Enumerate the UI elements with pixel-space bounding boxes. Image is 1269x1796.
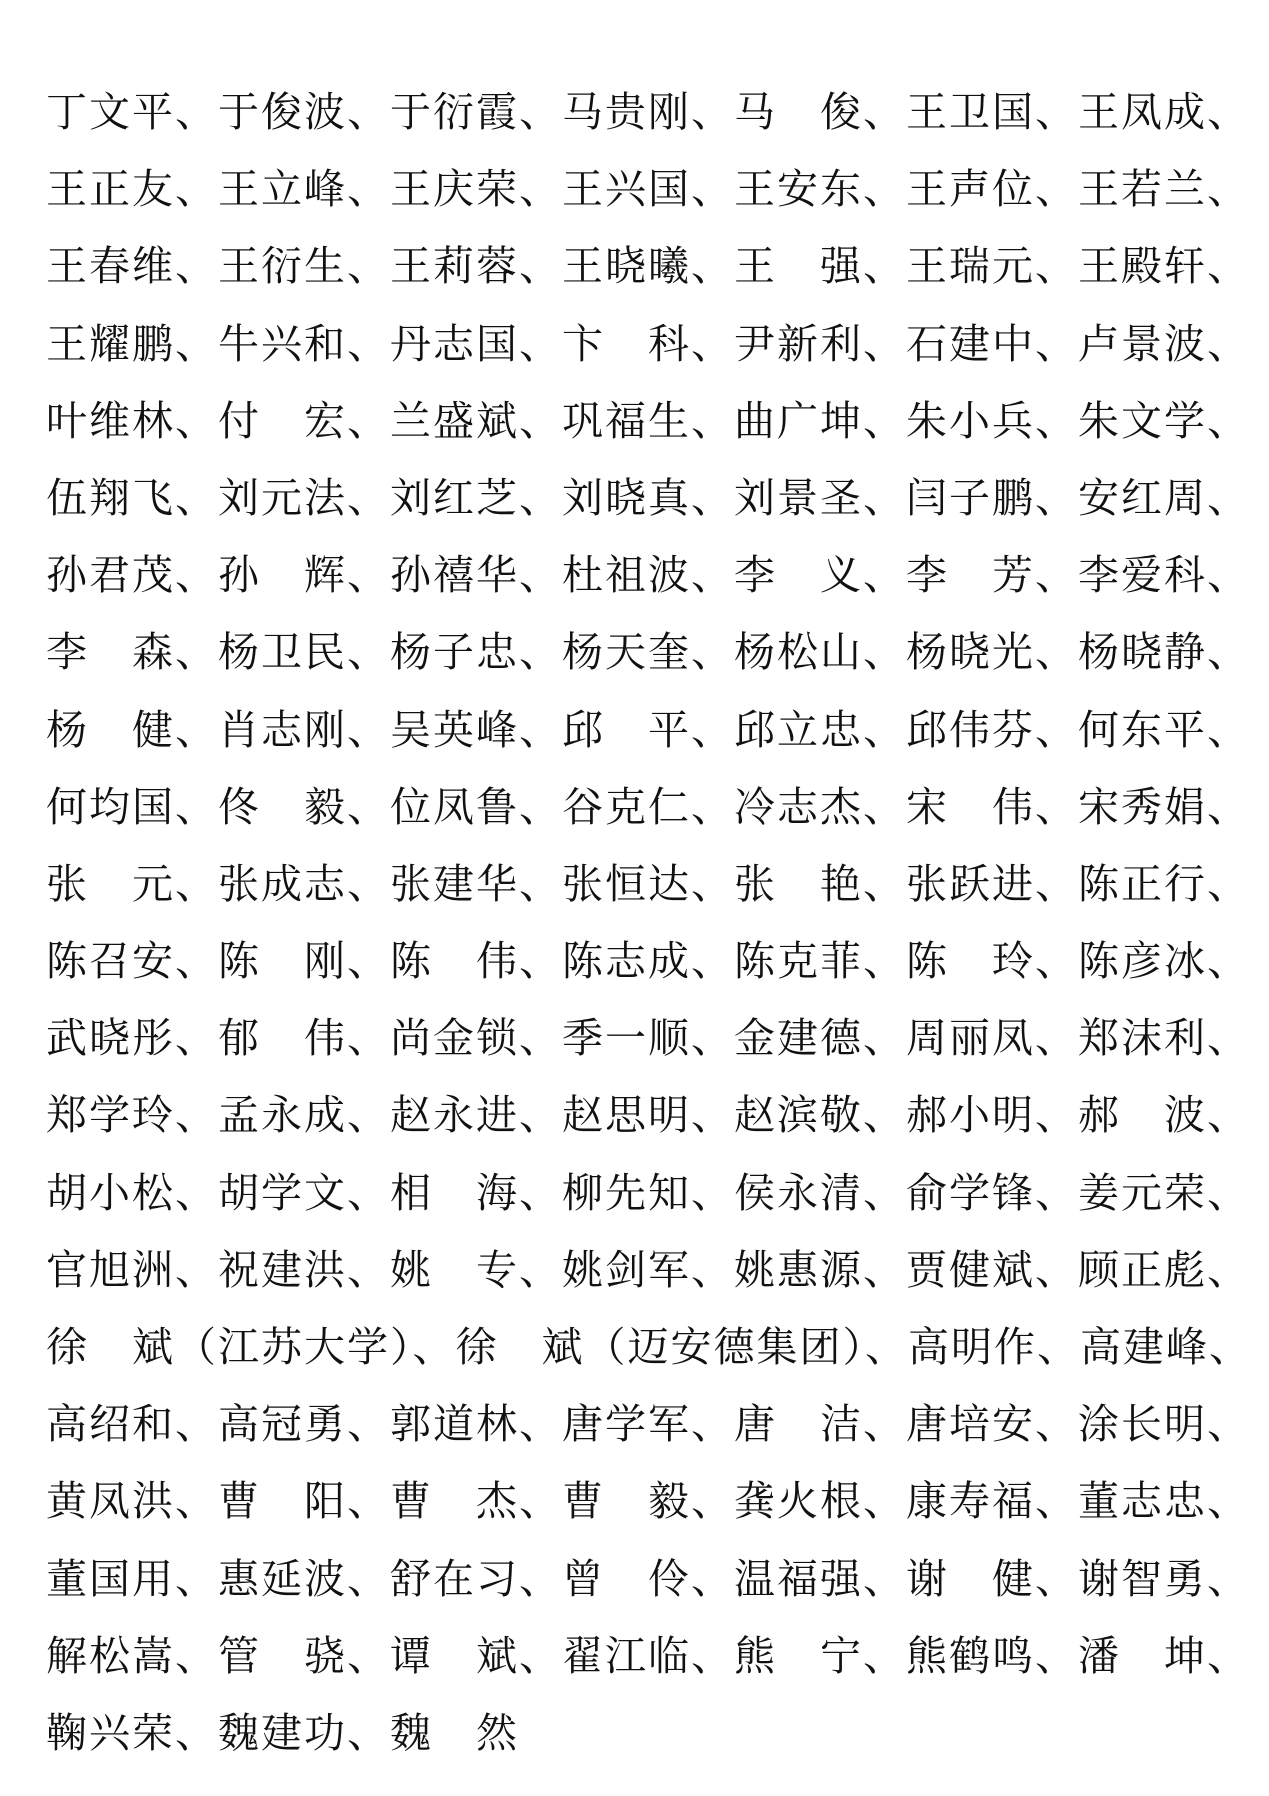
name-line: 杨 健、肖志刚、吴英峰、邱 平、邱立忠、邱伟芬、何东平、 bbox=[46, 705, 1250, 754]
name-line: 武晓彤、郁 伟、尚金锁、季一顺、金建德、周丽凤、郑沫利、 bbox=[46, 1014, 1250, 1063]
name-line: 李 森、杨卫民、杨子忠、杨天奎、杨松山、杨晓光、杨晓静、 bbox=[46, 628, 1250, 677]
name-line: 孙君茂、孙 辉、孙禧华、杜祖波、李 义、李 芳、李爱科、 bbox=[46, 551, 1250, 600]
name-line: 张 元、张成志、张建华、张恒达、张 艳、张跃进、陈正行、 bbox=[46, 859, 1250, 908]
name-line: 高绍和、高冠勇、郭道林、唐学军、唐 洁、唐培安、涂长明、 bbox=[46, 1400, 1250, 1449]
name-line: 何均国、佟 毅、位凤鲁、谷克仁、冷志杰、宋 伟、宋秀娟、 bbox=[46, 782, 1250, 831]
name-line: 董国用、惠延波、舒在习、曾 伶、温福强、谢 健、谢智勇、 bbox=[46, 1554, 1250, 1603]
name-line: 王春维、王衍生、王莉蓉、王晓曦、王 强、王瑞元、王殿轩、 bbox=[46, 242, 1250, 291]
name-line: 郑学玲、孟永成、赵永进、赵思明、赵滨敬、郝小明、郝 波、 bbox=[46, 1091, 1250, 1140]
name-line: 黄凤洪、曹 阳、曹 杰、曹 毅、龚火根、康寿福、董志忠、 bbox=[46, 1477, 1250, 1526]
name-line: 徐 斌（江苏大学）、徐 斌（迈安德集团）、高明作、高建峰、 bbox=[46, 1323, 1252, 1371]
name-line: 解松嵩、管 骁、谭 斌、翟江临、熊 宁、熊鹤鸣、潘 坤、 bbox=[46, 1631, 1250, 1680]
name-list bbox=[46, 74, 1252, 1772]
name-line: 鞠兴荣、魏建功、魏 然 bbox=[46, 1708, 519, 1757]
name-line: 陈召安、陈 刚、陈 伟、陈志成、陈克菲、陈 玲、陈彦冰、 bbox=[46, 937, 1250, 986]
name-line: 胡小松、胡学文、相 海、柳先知、侯永清、俞学锋、姜元荣、 bbox=[46, 1168, 1250, 1217]
name-line: 叶维林、付 宏、兰盛斌、巩福生、曲广坤、朱小兵、朱文学、 bbox=[46, 396, 1250, 445]
name-line: 丁文平、于俊波、于衍霞、马贵刚、马 俊、王卫国、王凤成、 bbox=[46, 88, 1250, 136]
name-line: 伍翔飞、刘元法、刘红芝、刘晓真、刘景圣、闫子鹏、安红周、 bbox=[46, 473, 1250, 522]
name-line: 王正友、王立峰、王庆荣、王兴国、王安东、王声位、王若兰、 bbox=[46, 165, 1250, 214]
name-line: 官旭洲、祝建洪、姚 专、姚剑军、姚惠源、贾健斌、顾正彪、 bbox=[46, 1245, 1250, 1294]
name-line: 王耀鹏、牛兴和、丹志国、卞 科、尹新利、石建中、卢景波、 bbox=[46, 319, 1250, 368]
